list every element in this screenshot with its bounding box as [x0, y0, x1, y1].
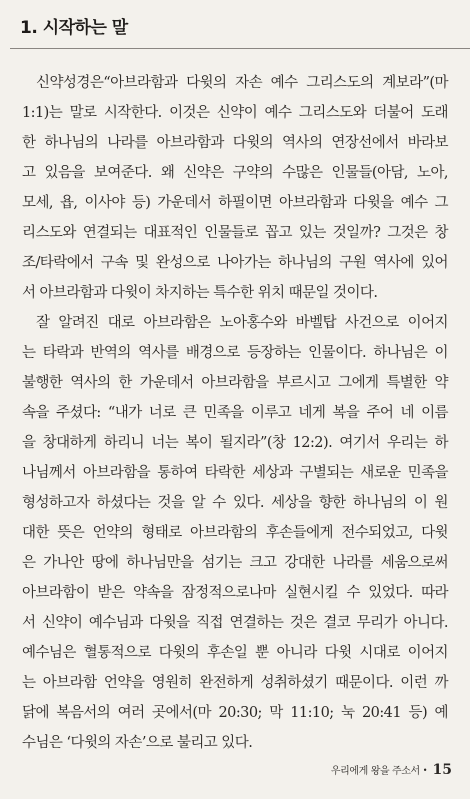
- text-line: 신약성경은“아브라함과 다윗의 자손 예수 그리스도의 계보라”(마: [36, 75, 448, 91]
- section-heading: 1. 시작하는 말: [20, 18, 128, 38]
- text-line: 아브라함이 받은 약속을 잠정적으로나마 실현시킬 수 있었다. 따라: [22, 585, 448, 601]
- text-line: 한 하나님의 나라를 아브라함과 다윗의 역사의 연장선에서 바라보: [22, 135, 448, 151]
- text-line: 닭에 복음서의 여러 곳에서(마 20:30; 막 11:10; 눅 20:41 등) 예: [22, 705, 448, 721]
- text-line: 대한 뜻은 언약의 형태로 아브라함의 후손들에게 전수되었고, 다윗: [22, 525, 448, 541]
- text-line: 을 창대하게 하리니 너는 복이 될지라”(창 12:2). 여기서 우리는 하: [22, 435, 448, 451]
- text-line: 모세, 욥, 이사야 등) 가운데서 하필이면 아브라함과 다윗을 예수 그: [22, 195, 448, 211]
- text-line: 서 신약이 예수님과 다윗을 직접 연결하는 것은 결코 무리가 아니다.: [22, 615, 448, 631]
- text-line: 나님께서 아브라함을 통하여 타락한 세상과 구별되는 새로운 민족을: [22, 465, 448, 481]
- heading-divider: [10, 48, 470, 49]
- text-line: 형성하고자 하셨다는 것을 알 수 있다. 세상을 향한 하나님의 이 원: [22, 495, 448, 511]
- page-footer: [331, 759, 452, 778]
- text-line: 는 타락과 반역의 역사를 배경으로 등장하는 인물이다. 하나님은 이: [22, 345, 448, 361]
- bullet-icon: •: [422, 766, 428, 775]
- text-line: 는 아브라함 언약을 영원히 완전하게 성취하셨기 때문이다. 이런 까: [22, 675, 448, 691]
- text-line: 예수님은 혈통적으로 다윗의 후손일 뿐 아니라 다윗 시대로 이어지: [22, 645, 448, 661]
- text-line: 조/타락에서 구속 및 완성으로 나아가는 하나님의 구원 역사에 있어: [22, 255, 448, 271]
- page-number: 15: [432, 762, 452, 778]
- text-line: 서 아브라함과 다윗이 차지하는 특수한 위치 때문일 것이다.: [22, 285, 378, 301]
- text-line: 고 있음을 보여준다. 왜 신약은 구약의 수많은 인물들(아담, 노아,: [22, 165, 448, 181]
- text-line: 리스도와 연결되는 대표적인 인물들로 꼽고 있는 것일까? 그것은 창: [22, 225, 448, 241]
- text-line: 1:1)는 말로 시작한다. 이것은 신약이 예수 그리스도와 더불어 도래: [22, 105, 448, 121]
- text-line: 은 가나안 땅에 하나님만을 섬기는 크고 강대한 나라를 세움으로써: [22, 555, 448, 571]
- text-line: 잘 알려진 대로 아브라함은 노아홍수와 바벨탑 사건으로 이어지: [36, 315, 448, 331]
- text-line: 속을 주셨다: “내가 너로 큰 민족을 이루고 네게 복을 주어 네 이름: [22, 405, 448, 421]
- text-line: 수님은 ‘다윗의 자손’으로 불리고 있다.: [22, 735, 253, 751]
- running-title: 우리에게 왕을 주소서: [330, 766, 420, 777]
- text-line: 불행한 역사의 한 가운데서 아브라함을 부르시고 그에게 특별한 약: [22, 375, 448, 391]
